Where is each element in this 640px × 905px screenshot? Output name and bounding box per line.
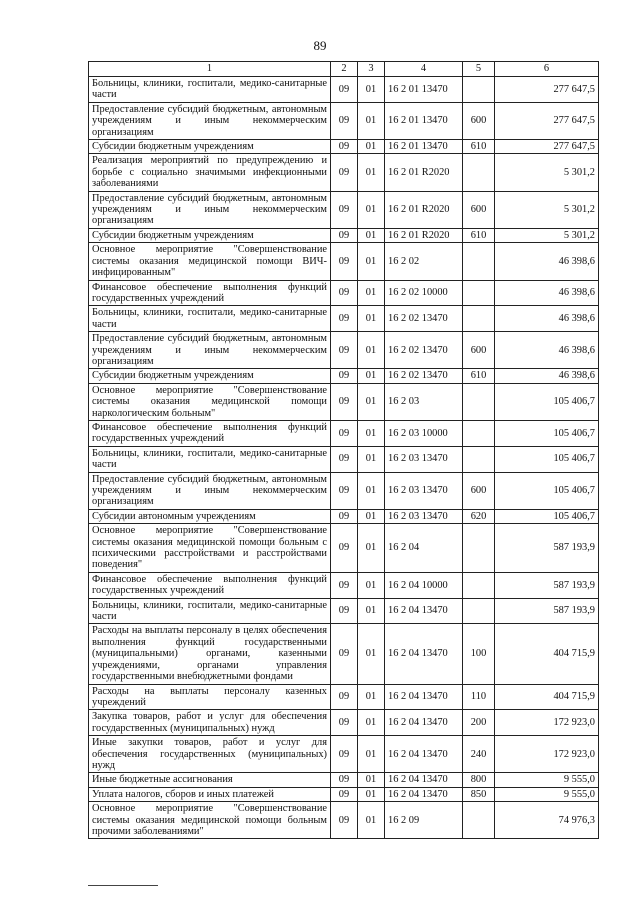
row-target-code-cell: 16 2 04 (385, 524, 463, 573)
row-section-cell: 09 (331, 787, 358, 801)
row-expense-type-cell (463, 802, 495, 839)
row-expense-type-cell (463, 572, 495, 598)
row-amount-cell: 587 193,9 (495, 598, 599, 624)
row-target-code-cell: 16 2 01 13470 (385, 77, 463, 103)
row-name-cell: Основное мероприятие "Совершенствование системы оказания медицинской помощи наркологическим больным" (89, 383, 331, 420)
row-section-cell: 09 (331, 736, 358, 773)
row-name-cell: Субсидии бюджетным учреждениям (89, 369, 331, 383)
row-name-cell: Субсидии автономным учреждениям (89, 509, 331, 523)
row-amount-cell: 587 193,9 (495, 524, 599, 573)
row-target-code-cell: 16 2 04 13470 (385, 598, 463, 624)
table-row (89, 306, 599, 332)
page-number: 89 (313, 38, 327, 53)
row-subsection-cell: 01 (358, 472, 385, 509)
row-name-cell: Расходы на выплаты персоналу казенных учреждений (89, 684, 331, 710)
budget-table (88, 61, 599, 839)
table-row (89, 102, 599, 139)
table-row (89, 524, 599, 573)
table-row (89, 572, 599, 598)
row-section-cell: 09 (331, 572, 358, 598)
row-target-code-cell: 16 2 09 (385, 802, 463, 839)
row-section-cell: 09 (331, 191, 358, 228)
table-row (89, 369, 599, 383)
column-header: 4 (385, 62, 463, 77)
table-row (89, 472, 599, 509)
row-subsection-cell: 01 (358, 420, 385, 446)
row-amount-cell: 172 923,0 (495, 736, 599, 773)
column-header: 6 (495, 62, 599, 77)
row-subsection-cell: 01 (358, 77, 385, 103)
row-target-code-cell: 16 2 03 13470 (385, 446, 463, 472)
table-row (89, 509, 599, 523)
row-expense-type-cell: 610 (463, 369, 495, 383)
row-expense-type-cell (463, 420, 495, 446)
row-section-cell: 09 (331, 332, 358, 369)
row-section-cell: 09 (331, 472, 358, 509)
row-section-cell: 09 (331, 509, 358, 523)
row-amount-cell: 46 398,6 (495, 243, 599, 280)
row-expense-type-cell: 600 (463, 332, 495, 369)
table-row (89, 243, 599, 280)
row-target-code-cell: 16 2 01 R2020 (385, 228, 463, 242)
row-section-cell: 09 (331, 598, 358, 624)
row-amount-cell: 105 406,7 (495, 472, 599, 509)
row-amount-cell: 404 715,9 (495, 684, 599, 710)
row-amount-cell: 277 647,5 (495, 77, 599, 103)
row-amount-cell: 46 398,6 (495, 280, 599, 306)
row-target-code-cell: 16 2 03 (385, 383, 463, 420)
row-section-cell: 09 (331, 420, 358, 446)
table-row (89, 77, 599, 103)
table-header-row (89, 62, 599, 77)
row-name-cell: Расходы на выплаты персоналу в целях обеспечения выполнения функций государственными (муниципальными) органами, казенными учреждениями, органами управления государственными внебюджетными фондами (89, 624, 331, 684)
row-target-code-cell: 16 2 01 R2020 (385, 191, 463, 228)
row-amount-cell: 105 406,7 (495, 420, 599, 446)
row-section-cell: 09 (331, 280, 358, 306)
row-section-cell: 09 (331, 154, 358, 191)
row-amount-cell: 9 555,0 (495, 787, 599, 801)
column-header: 2 (331, 62, 358, 77)
row-subsection-cell: 01 (358, 446, 385, 472)
row-subsection-cell: 01 (358, 802, 385, 839)
table-row (89, 140, 599, 154)
column-header: 1 (89, 62, 331, 77)
table-row (89, 228, 599, 242)
row-amount-cell: 277 647,5 (495, 102, 599, 139)
row-target-code-cell: 16 2 02 10000 (385, 280, 463, 306)
row-amount-cell: 74 976,3 (495, 802, 599, 839)
row-subsection-cell: 01 (358, 773, 385, 787)
row-section-cell: 09 (331, 710, 358, 736)
row-name-cell: Предоставление субсидий бюджетным, автономным учреждениям и иным некоммерческим организациям (89, 102, 331, 139)
row-subsection-cell: 01 (358, 154, 385, 191)
row-name-cell: Финансовое обеспечение выполнения функций государственных учреждений (89, 572, 331, 598)
row-subsection-cell: 01 (358, 524, 385, 573)
table-row (89, 736, 599, 773)
row-subsection-cell: 01 (358, 140, 385, 154)
row-expense-type-cell (463, 446, 495, 472)
row-subsection-cell: 01 (358, 572, 385, 598)
row-amount-cell: 105 406,7 (495, 509, 599, 523)
row-expense-type-cell: 800 (463, 773, 495, 787)
row-target-code-cell: 16 2 02 13470 (385, 369, 463, 383)
row-section-cell: 09 (331, 446, 358, 472)
row-section-cell: 09 (331, 524, 358, 573)
row-target-code-cell: 16 2 04 13470 (385, 684, 463, 710)
table-row (89, 446, 599, 472)
row-section-cell: 09 (331, 773, 358, 787)
row-subsection-cell: 01 (358, 369, 385, 383)
row-amount-cell: 587 193,9 (495, 572, 599, 598)
row-amount-cell: 105 406,7 (495, 446, 599, 472)
row-name-cell: Реализация мероприятий по предупреждению и борьбе с социально значимыми инфекционными заболеваниями (89, 154, 331, 191)
row-subsection-cell: 01 (358, 243, 385, 280)
row-name-cell: Больницы, клиники, госпитали, медико-санитарные части (89, 446, 331, 472)
row-name-cell: Основное мероприятие "Совершенствование системы оказания медицинской помощи больным с психическими расстройствами и расстройствами поведения" (89, 524, 331, 573)
row-name-cell: Уплата налогов, сборов и иных платежей (89, 787, 331, 801)
row-subsection-cell: 01 (358, 191, 385, 228)
column-header: 3 (358, 62, 385, 77)
row-section-cell: 09 (331, 243, 358, 280)
row-expense-type-cell (463, 598, 495, 624)
table-row (89, 598, 599, 624)
table-row (89, 191, 599, 228)
row-amount-cell: 46 398,6 (495, 369, 599, 383)
row-name-cell: Иные закупки товаров, работ и услуг для обеспечения государственных (муниципальных) нужд (89, 736, 331, 773)
table-row (89, 154, 599, 191)
row-section-cell: 09 (331, 228, 358, 242)
row-subsection-cell: 01 (358, 787, 385, 801)
row-name-cell: Финансовое обеспечение выполнения функций государственных учреждений (89, 420, 331, 446)
row-expense-type-cell (463, 154, 495, 191)
row-subsection-cell: 01 (358, 383, 385, 420)
row-subsection-cell: 01 (358, 710, 385, 736)
row-expense-type-cell: 850 (463, 787, 495, 801)
row-target-code-cell: 16 2 02 (385, 243, 463, 280)
row-target-code-cell: 16 2 01 13470 (385, 140, 463, 154)
row-name-cell: Основное мероприятие "Совершенствование системы оказания медицинской помощи больным прочими заболеваниями" (89, 802, 331, 839)
row-target-code-cell: 16 2 04 13470 (385, 787, 463, 801)
row-amount-cell: 404 715,9 (495, 624, 599, 684)
row-name-cell: Предоставление субсидий бюджетным, автономным учреждениям и иным некоммерческим организациям (89, 332, 331, 369)
table-body (89, 77, 599, 839)
table-row (89, 802, 599, 839)
row-target-code-cell: 16 2 02 13470 (385, 306, 463, 332)
row-section-cell: 09 (331, 306, 358, 332)
row-subsection-cell: 01 (358, 509, 385, 523)
row-expense-type-cell (463, 524, 495, 573)
row-expense-type-cell: 620 (463, 509, 495, 523)
row-subsection-cell: 01 (358, 598, 385, 624)
row-subsection-cell: 01 (358, 684, 385, 710)
table-row (89, 710, 599, 736)
row-expense-type-cell: 610 (463, 140, 495, 154)
row-expense-type-cell (463, 77, 495, 103)
row-target-code-cell: 16 2 04 10000 (385, 572, 463, 598)
row-expense-type-cell: 100 (463, 624, 495, 684)
row-expense-type-cell: 600 (463, 191, 495, 228)
table-row (89, 624, 599, 684)
row-section-cell: 09 (331, 684, 358, 710)
column-header: 5 (463, 62, 495, 77)
row-expense-type-cell (463, 383, 495, 420)
row-section-cell: 09 (331, 802, 358, 839)
row-amount-cell: 5 301,2 (495, 191, 599, 228)
row-target-code-cell: 16 2 04 13470 (385, 710, 463, 736)
table-row (89, 773, 599, 787)
row-name-cell: Предоставление субсидий бюджетным, автономным учреждениям и иным некоммерческим организациям (89, 191, 331, 228)
row-name-cell: Предоставление субсидий бюджетным, автономным учреждениям и иным некоммерческим организациям (89, 472, 331, 509)
row-expense-type-cell (463, 306, 495, 332)
table-row (89, 420, 599, 446)
row-section-cell: 09 (331, 140, 358, 154)
table-row (89, 332, 599, 369)
row-subsection-cell: 01 (358, 624, 385, 684)
row-name-cell: Субсидии бюджетным учреждениям (89, 228, 331, 242)
row-expense-type-cell (463, 243, 495, 280)
row-target-code-cell: 16 2 03 13470 (385, 472, 463, 509)
row-target-code-cell: 16 2 04 13470 (385, 736, 463, 773)
row-expense-type-cell: 600 (463, 472, 495, 509)
row-section-cell: 09 (331, 369, 358, 383)
row-subsection-cell: 01 (358, 736, 385, 773)
row-target-code-cell: 16 2 02 13470 (385, 332, 463, 369)
row-subsection-cell: 01 (358, 306, 385, 332)
row-expense-type-cell (463, 280, 495, 306)
row-target-code-cell: 16 2 01 13470 (385, 102, 463, 139)
row-target-code-cell: 16 2 04 13470 (385, 773, 463, 787)
row-subsection-cell: 01 (358, 332, 385, 369)
row-subsection-cell: 01 (358, 280, 385, 306)
row-name-cell: Иные бюджетные ассигнования (89, 773, 331, 787)
row-target-code-cell: 16 2 03 13470 (385, 509, 463, 523)
row-section-cell: 09 (331, 77, 358, 103)
row-target-code-cell: 16 2 03 10000 (385, 420, 463, 446)
row-section-cell: 09 (331, 102, 358, 139)
row-expense-type-cell: 240 (463, 736, 495, 773)
row-name-cell: Больницы, клиники, госпитали, медико-санитарные части (89, 306, 331, 332)
row-expense-type-cell: 110 (463, 684, 495, 710)
row-expense-type-cell: 200 (463, 710, 495, 736)
row-amount-cell: 5 301,2 (495, 154, 599, 191)
row-name-cell: Больницы, клиники, госпитали, медико-санитарные части (89, 598, 331, 624)
row-name-cell: Больницы, клиники, госпитали, медико-санитарные части (89, 77, 331, 103)
row-amount-cell: 105 406,7 (495, 383, 599, 420)
row-section-cell: 09 (331, 624, 358, 684)
row-subsection-cell: 01 (358, 228, 385, 242)
row-name-cell: Субсидии бюджетным учреждениям (89, 140, 331, 154)
row-amount-cell: 46 398,6 (495, 306, 599, 332)
row-section-cell: 09 (331, 383, 358, 420)
footnote-divider (88, 885, 158, 886)
row-amount-cell: 5 301,2 (495, 228, 599, 242)
row-amount-cell: 172 923,0 (495, 710, 599, 736)
row-expense-type-cell: 610 (463, 228, 495, 242)
row-name-cell: Закупка товаров, работ и услуг для обеспечения государственных (муниципальных) нужд (89, 710, 331, 736)
row-name-cell: Финансовое обеспечение выполнения функций государственных учреждений (89, 280, 331, 306)
row-amount-cell: 277 647,5 (495, 140, 599, 154)
row-target-code-cell: 16 2 04 13470 (385, 624, 463, 684)
table-row (89, 280, 599, 306)
row-amount-cell: 9 555,0 (495, 773, 599, 787)
table-row (89, 787, 599, 801)
row-name-cell: Основное мероприятие "Совершенствование системы оказания медицинской помощи ВИЧ-инфицированным" (89, 243, 331, 280)
row-target-code-cell: 16 2 01 R2020 (385, 154, 463, 191)
row-amount-cell: 46 398,6 (495, 332, 599, 369)
row-subsection-cell: 01 (358, 102, 385, 139)
table-row (89, 684, 599, 710)
table-row (89, 383, 599, 420)
row-expense-type-cell: 600 (463, 102, 495, 139)
